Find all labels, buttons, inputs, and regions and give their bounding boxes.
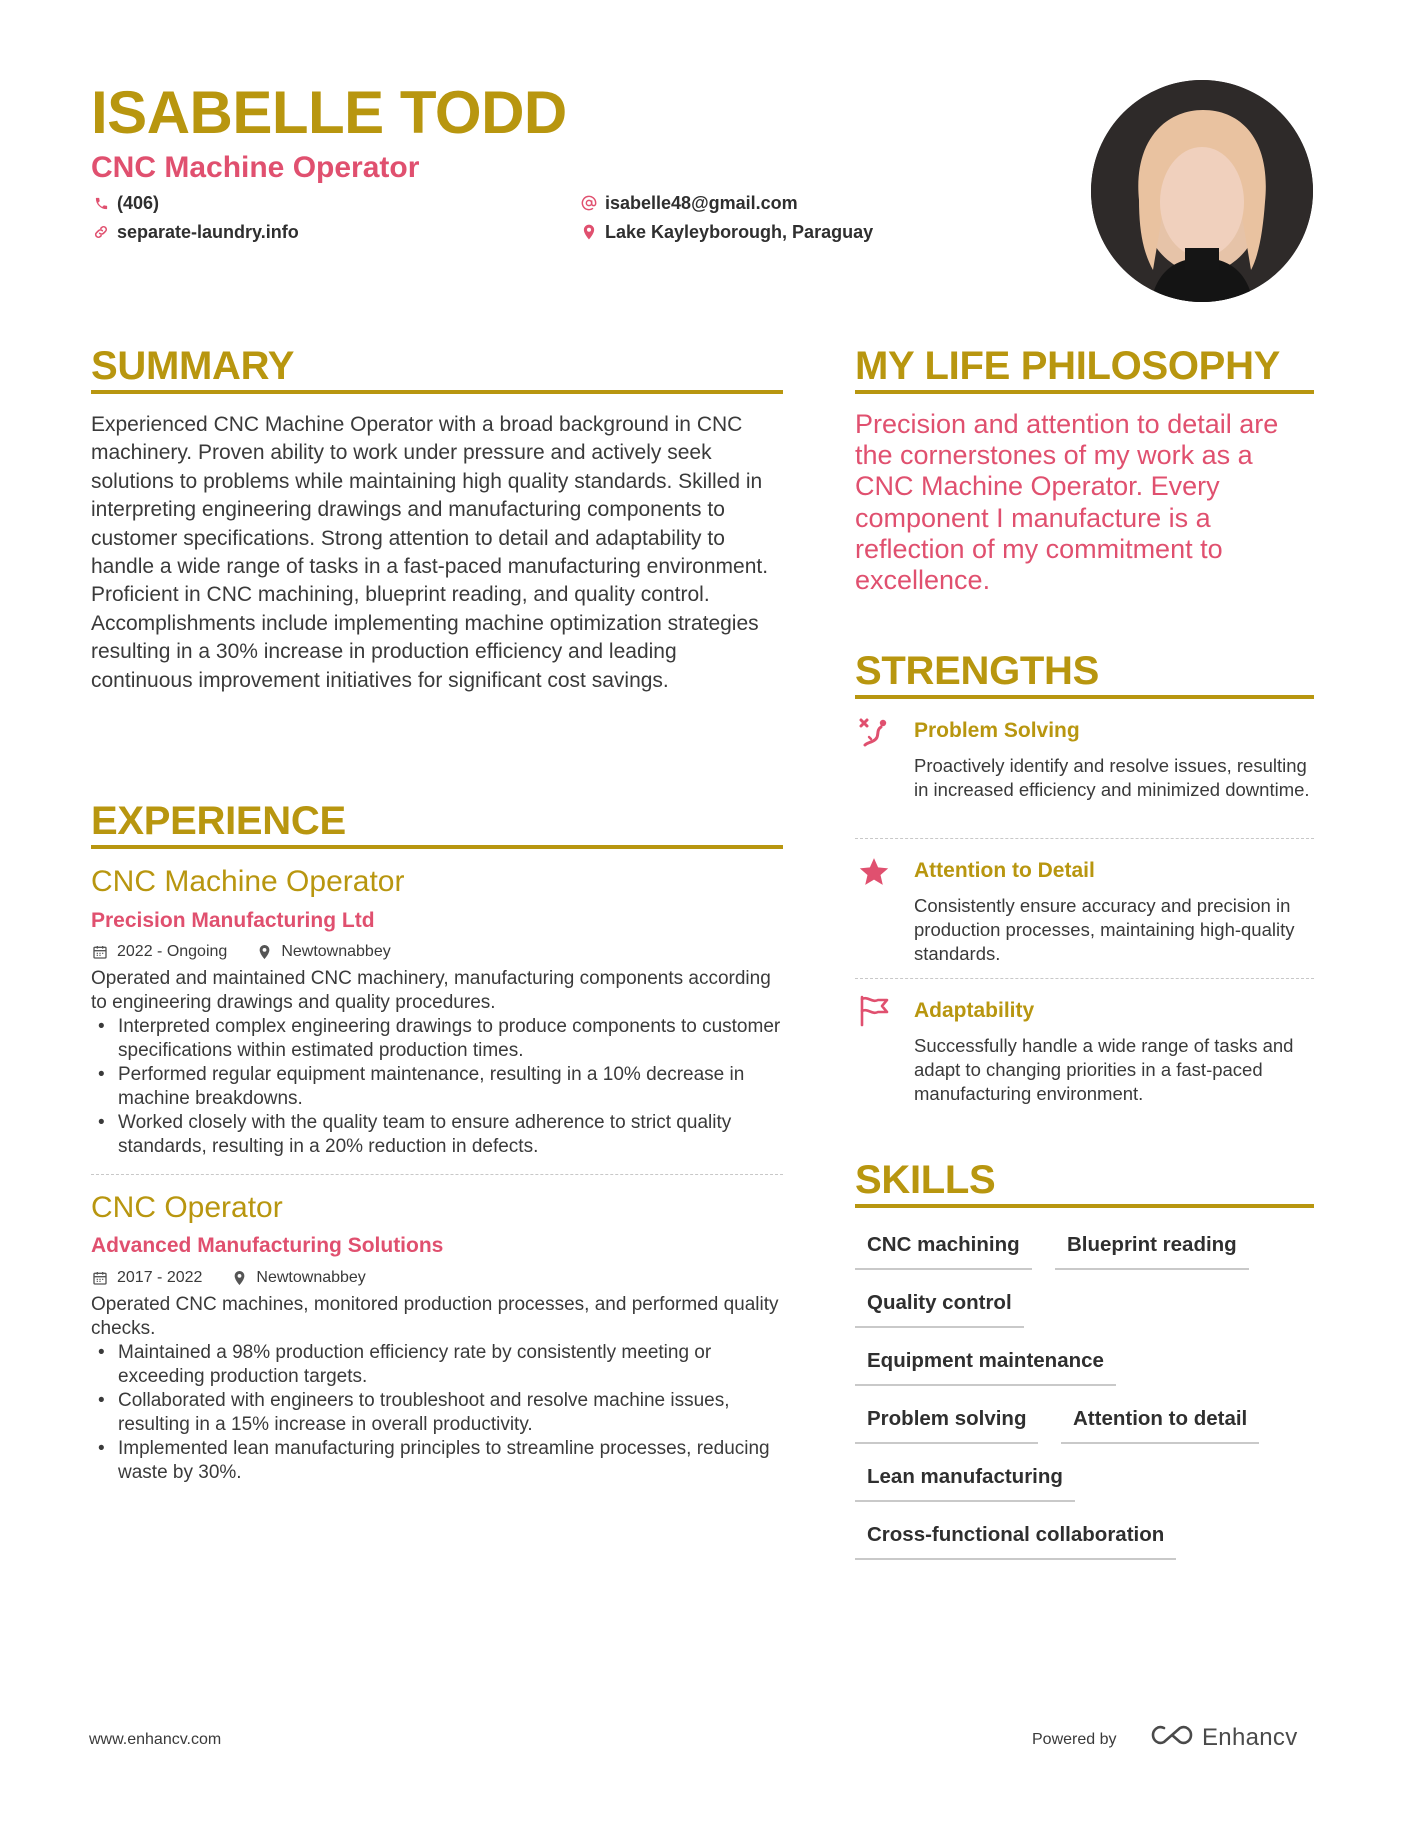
skill-tag: Quality control xyxy=(855,1290,1024,1328)
calendar-icon xyxy=(91,1269,109,1287)
summary-rule xyxy=(91,390,783,394)
job-bullets xyxy=(91,1341,783,1485)
job-meta xyxy=(91,1267,366,1289)
job-dates: 2022 - Ongoing xyxy=(117,943,228,960)
strength-title: Attention to Detail xyxy=(914,859,1095,882)
star-icon xyxy=(856,854,892,890)
skill-tag: Cross-functional collaboration xyxy=(855,1522,1176,1560)
philosophy-rule xyxy=(855,390,1314,394)
job-bullet: • Maintained a 98% production efficiency rate by consistently meeting or exceeding production targets. xyxy=(91,1341,783,1389)
enhancv-logo-icon xyxy=(1150,1722,1194,1753)
phone-value: (406) xyxy=(117,193,160,213)
job-bullet: • Worked closely with the quality team to ensure adherence to strict quality standards, resulting in a 20% reduction in defects. xyxy=(91,1111,783,1159)
job-meta xyxy=(91,941,391,963)
candidate-name: ISABELLE TODD xyxy=(91,79,567,146)
job-title: CNC Operator xyxy=(91,1191,283,1224)
skill-tag: Attention to detail xyxy=(1061,1406,1259,1444)
job-title: CNC Machine Operator xyxy=(91,865,405,898)
calendar-icon xyxy=(91,943,109,961)
skill-tag: Lean manufacturing xyxy=(855,1464,1075,1502)
contact-location xyxy=(579,220,873,244)
footer-brand-name: Enhancv xyxy=(1202,1723,1298,1751)
candidate-role: CNC Machine Operator xyxy=(91,151,420,184)
job-bullet: • Interpreted complex engineering drawings to produce components to customer specifications within estimated production times. xyxy=(91,1015,783,1063)
skill-tag: CNC machining xyxy=(855,1232,1032,1270)
strength-description: Consistently ensure accuracy and precision in production processes, maintaining high-quality standards. xyxy=(914,895,1295,964)
strengths-heading: STRENGTHS xyxy=(855,649,1099,693)
job-location: Newtownabbey xyxy=(281,943,391,960)
route-icon xyxy=(856,714,892,750)
link-icon xyxy=(91,222,111,242)
location-pin-icon xyxy=(579,222,599,242)
contact-email[interactable] xyxy=(579,191,798,215)
job-bullets xyxy=(91,1015,783,1159)
job-bullet: • Performed regular equipment maintenance, resulting in a 10% decrease in machine breakdowns. xyxy=(91,1063,783,1111)
phone-icon xyxy=(91,193,111,213)
strength-divider xyxy=(855,838,1314,839)
job-description: Operated and maintained CNC machinery, manufacturing components according to engineering drawings and quality procedures. xyxy=(91,968,771,1013)
email-value[interactable]: isabelle48@gmail.com xyxy=(605,193,798,213)
strengths-rule xyxy=(855,695,1314,699)
strength-description: Successfully handle a wide range of tasks and adapt to changing priorities in a fast-paced manufacturing environment. xyxy=(914,1035,1294,1104)
skill-tag: Problem solving xyxy=(855,1406,1038,1444)
philosophy-heading: MY LIFE PHILOSOPHY xyxy=(855,344,1281,388)
philosophy-text: Precision and attention to detail are the cornerstones of my work as a CNC Machine Operator. Every component I manufacture is a reflection of my commitment to excellence. xyxy=(855,409,1279,596)
strength-title: Problem Solving xyxy=(914,719,1080,742)
experience-heading: EXPERIENCE xyxy=(91,799,346,843)
strength-description: Proactively identify and resolve issues, resulting in increased efficiency and minimized downtime. xyxy=(914,755,1310,800)
job-dates: 2017 - 2022 xyxy=(117,1269,203,1286)
skills-rule xyxy=(855,1204,1314,1208)
contact-phone xyxy=(91,191,159,215)
avatar xyxy=(1091,80,1313,302)
strength-title: Adaptability xyxy=(914,999,1035,1022)
footer-website[interactable]: www.enhancv.com xyxy=(89,1731,222,1748)
summary-text: Experienced CNC Machine Operator with a broad background in CNC machinery. Proven ability to work under pressure and actively seek solutions to problems while maintaining high quality standards. Skilled in interpreting engineering drawings and manufacturing components to customer specifications. Strong attention to detail and adaptability to handle a wide range of tasks in a fast-paced manufacturing environment. Proficient in CNC machining, blueprint reading, and quality control. Accomplishments include implementing machine optimization strategies resulting in a 30% increase in production efficiency and leading continuous improvement initiatives for significant cost savings. xyxy=(91,413,769,692)
at-icon xyxy=(579,193,599,213)
footer-powered-by: Powered by xyxy=(1032,1731,1117,1748)
job-bullet: • Collaborated with engineers to troubleshoot and resolve machine issues, resulting in a 15% increase in overall productivity. xyxy=(91,1389,783,1437)
website-value[interactable]: separate-laundry.info xyxy=(117,222,299,242)
flag-icon xyxy=(856,993,892,1029)
job-divider xyxy=(91,1174,783,1175)
skills-heading: SKILLS xyxy=(855,1158,996,1202)
summary-heading: SUMMARY xyxy=(91,344,295,388)
skill-tag: Blueprint reading xyxy=(1055,1232,1249,1270)
job-company: Precision Manufacturing Ltd xyxy=(91,909,375,932)
strength-divider xyxy=(855,978,1314,979)
location-value: Lake Kayleyborough, Paraguay xyxy=(605,222,874,242)
job-bullet: • Implemented lean manufacturing principles to streamline processes, reducing waste by 30%. xyxy=(91,1437,783,1485)
job-description: Operated CNC machines, monitored production processes, and performed quality checks. xyxy=(91,1294,779,1339)
job-company: Advanced Manufacturing Solutions xyxy=(91,1234,444,1257)
job-location: Newtownabbey xyxy=(256,1269,366,1286)
experience-rule xyxy=(91,845,783,849)
skill-tag: Equipment maintenance xyxy=(855,1348,1116,1386)
location-pin-icon xyxy=(230,1269,248,1287)
footer-brand-logo[interactable] xyxy=(1150,1722,1298,1753)
contact-website[interactable] xyxy=(91,220,299,244)
location-pin-icon xyxy=(255,943,273,961)
